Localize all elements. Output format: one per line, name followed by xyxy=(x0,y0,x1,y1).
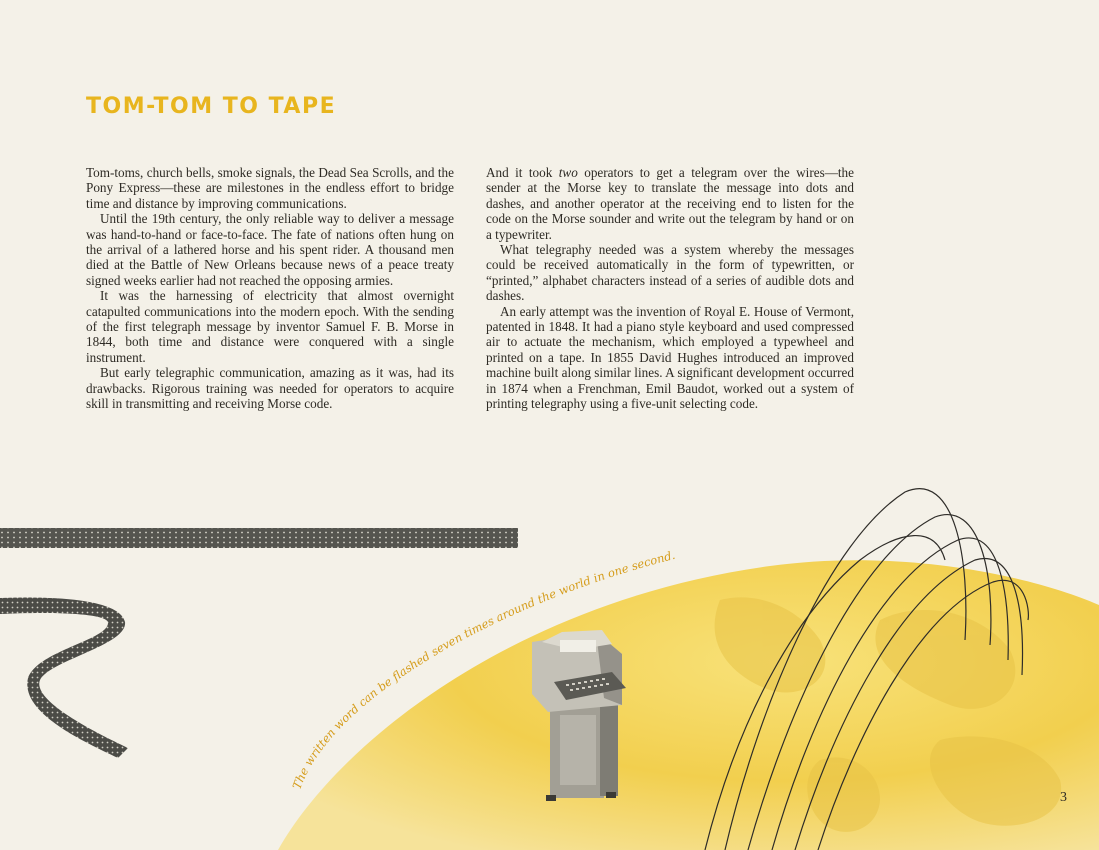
paragraph: But early telegraphic communication, amazing as it was, had its drawbacks. Rigorous training was needed for operators to acquire skill in transmitting and receiving Morse code. xyxy=(86,365,454,412)
page-number: 3 xyxy=(1060,790,1067,805)
paragraph xyxy=(486,165,854,242)
paragraph: Until the 19th century, the only reliable way to deliver a message was hand-to-hand or face-to-face. The fate of nations often hung on the arrival of a lathered horse and his spent rider. A thousand men died at the Battle of New Orleans because news of a peace treaty signed weeks earlier had not reached the opposing armies. xyxy=(86,211,454,288)
ticker-tape-curl xyxy=(0,598,128,758)
curved-caption-text: The written word can be flashed seven times around the world in one second. xyxy=(289,547,677,792)
right-text-column xyxy=(486,165,854,412)
paragraph: What telegraphy needed was a system whereby the messages could be received automatically in the form of typewritten, or “printed,” alphabet characters instead of a series of audible dots and dashes. xyxy=(486,242,854,304)
paragraph-text: operators to get a telegram over the wires—the sender at the Morse key to translate the message into dots and dashes, and another operator at the receiving end to listen for the code on the Morse sounder and write out the telegram by hand or on a typewriter. xyxy=(486,165,855,242)
page-title: TOM-TOM TO TAPE xyxy=(86,94,337,119)
paragraph: An early attempt was the invention of Royal E. House of Vermont, patented in 1848. It had a piano style keyboard and used compressed air to actuate the mechanism, which employed a typewheel and printed on a tape. In 1855 David Hughes introduced an improved machine built along similar lines. A significant development occurred in 1874 when a Frenchman, Emil Baudot, worked out a system of printing telegraphy using a five-unit selecting code. xyxy=(486,303,854,412)
emphasis-text: two xyxy=(558,165,578,180)
ticker-tape-straight xyxy=(0,528,518,548)
left-text-column xyxy=(86,165,454,412)
paragraph: Tom-toms, church bells, smoke signals, the Dead Sea Scrolls, and the Pony Express—these are milestones in the endless effort to bridge time and distance by improving communications. xyxy=(86,165,454,211)
paragraph-text: And it took xyxy=(486,165,559,180)
paragraph: It was the harnessing of electricity that almost overnight catapulted communications into the modern epoch. With the sending of the first telegraph message by inventor Samuel F. B. Morse in 1844, both time and distance were conquered with a single instrument. xyxy=(86,288,454,365)
